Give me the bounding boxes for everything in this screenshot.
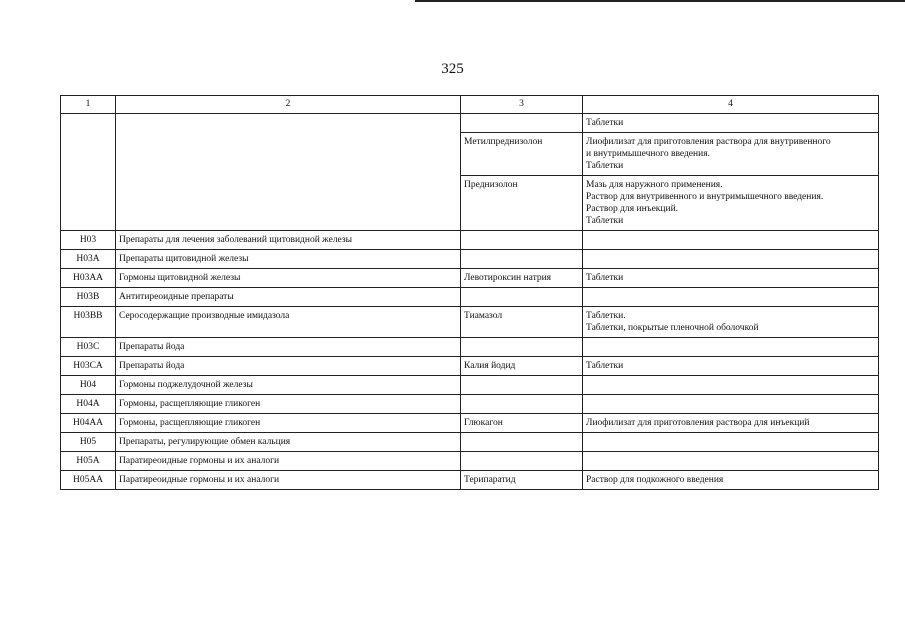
- drug-name-cell: Терипаратид: [461, 471, 583, 490]
- code-cell: H05: [61, 433, 116, 452]
- group-name-cell: [116, 114, 461, 231]
- dosage-form-line: Лиофилизат для приготовления раствора для внутривенного: [586, 137, 831, 147]
- table-row: [61, 414, 879, 433]
- code-cell: H03AA: [61, 269, 116, 288]
- table-row: [61, 452, 879, 471]
- dosage-form-line: и внутримышечного введения.: [586, 149, 710, 159]
- dosage-form-line: Раствор для подкожного введения: [586, 475, 724, 485]
- column-header-3: 3: [461, 96, 583, 114]
- dosage-form-cell: [583, 176, 879, 231]
- table-row: [61, 338, 879, 357]
- dosage-form-line: Раствор для внутривенного и внутримышечного введения.: [586, 192, 824, 202]
- code-cell: H04AA: [61, 414, 116, 433]
- code-cell: H04A: [61, 395, 116, 414]
- dosage-form-cell: [583, 452, 879, 471]
- dosage-form-cell: [583, 395, 879, 414]
- group-name-cell: Препараты йода: [116, 338, 461, 357]
- drug-name-cell: Левотироксин натрия: [461, 269, 583, 288]
- group-name-cell: Антитиреоидные препараты: [116, 288, 461, 307]
- column-header-1: 1: [61, 96, 116, 114]
- top-rule: [415, 0, 905, 2]
- group-name-cell: Препараты для лечения заболеваний щитовидной железы: [116, 231, 461, 250]
- drug-name-cell: Тиамазол: [461, 307, 583, 338]
- table-row: [61, 231, 879, 250]
- code-cell: [61, 114, 116, 231]
- table-row: [61, 250, 879, 269]
- dosage-form-cell: [583, 471, 879, 490]
- dosage-form-cell: [583, 133, 879, 176]
- table-row: [61, 471, 879, 490]
- dosage-form-cell: [583, 269, 879, 288]
- dosage-form-line: Таблетки: [586, 118, 624, 128]
- drug-table: [60, 95, 879, 490]
- drug-name-cell: Калия йодид: [461, 357, 583, 376]
- dosage-form-cell: [583, 307, 879, 338]
- code-cell: H03BB: [61, 307, 116, 338]
- dosage-form-line: Лиофилизат для приготовления раствора для инъекций: [586, 418, 810, 428]
- drug-name-cell: [461, 338, 583, 357]
- header-row: [61, 96, 879, 114]
- code-cell: H04: [61, 376, 116, 395]
- column-header-4: 4: [583, 96, 879, 114]
- dosage-form-cell: [583, 357, 879, 376]
- group-name-cell: Гормоны, расщепляющие гликоген: [116, 414, 461, 433]
- drug-name-cell: Глюкагон: [461, 414, 583, 433]
- dosage-form-line: Раствор для инъекций.: [586, 204, 679, 214]
- drug-name-cell: [461, 433, 583, 452]
- code-cell: H03A: [61, 250, 116, 269]
- table-row: [61, 114, 879, 133]
- group-name-cell: Серосодержащие производные имидазола: [116, 307, 461, 338]
- table-row: [61, 357, 879, 376]
- group-name-cell: Препараты йода: [116, 357, 461, 376]
- code-cell: H03B: [61, 288, 116, 307]
- group-name-cell: Гормоны щитовидной железы: [116, 269, 461, 288]
- dosage-form-line: Таблетки: [586, 161, 624, 171]
- code-cell: H03CA: [61, 357, 116, 376]
- dosage-form-line: Таблетки: [586, 361, 624, 371]
- table-row: [61, 433, 879, 452]
- code-cell: H05A: [61, 452, 116, 471]
- group-name-cell: Паратиреоидные гормоны и их аналоги: [116, 452, 461, 471]
- drug-name-cell: Преднизолон: [461, 176, 583, 231]
- drug-name-cell: [461, 114, 583, 133]
- dosage-form-cell: [583, 338, 879, 357]
- table-row: [61, 269, 879, 288]
- group-name-cell: Паратиреоидные гормоны и их аналоги: [116, 471, 461, 490]
- drug-name-cell: [461, 376, 583, 395]
- dosage-form-cell: [583, 288, 879, 307]
- table-row: [61, 307, 879, 338]
- dosage-form-line: Таблетки, покрытые пленочной оболочкой: [586, 323, 759, 333]
- drug-name-cell: [461, 250, 583, 269]
- group-name-cell: Препараты щитовидной железы: [116, 250, 461, 269]
- drug-name-cell: [461, 288, 583, 307]
- column-header-2: 2: [116, 96, 461, 114]
- drug-name-cell: Метилпреднизолон: [461, 133, 583, 176]
- page-number: 325: [441, 61, 464, 77]
- code-cell: H03C: [61, 338, 116, 357]
- group-name-cell: Препараты, регулирующие обмен кальция: [116, 433, 461, 452]
- dosage-form-line: Таблетки: [586, 273, 624, 283]
- code-cell: H05AA: [61, 471, 116, 490]
- drug-name-cell: [461, 395, 583, 414]
- table-row: [61, 395, 879, 414]
- group-name-cell: Гормоны, расщепляющие гликоген: [116, 395, 461, 414]
- dosage-form-line: Таблетки.: [586, 311, 626, 321]
- table-row: [61, 288, 879, 307]
- drug-name-cell: [461, 231, 583, 250]
- group-name-cell: Гормоны поджелудочной железы: [116, 376, 461, 395]
- dosage-form-cell: [583, 433, 879, 452]
- dosage-form-cell: [583, 414, 879, 433]
- dosage-form-line: Таблетки: [586, 216, 624, 226]
- dosage-form-line: Мазь для наружного применения.: [586, 180, 723, 190]
- drug-name-cell: [461, 452, 583, 471]
- dosage-form-cell: [583, 376, 879, 395]
- dosage-form-cell: [583, 114, 879, 133]
- dosage-form-cell: [583, 231, 879, 250]
- dosage-form-cell: [583, 250, 879, 269]
- code-cell: H03: [61, 231, 116, 250]
- table-row: [61, 376, 879, 395]
